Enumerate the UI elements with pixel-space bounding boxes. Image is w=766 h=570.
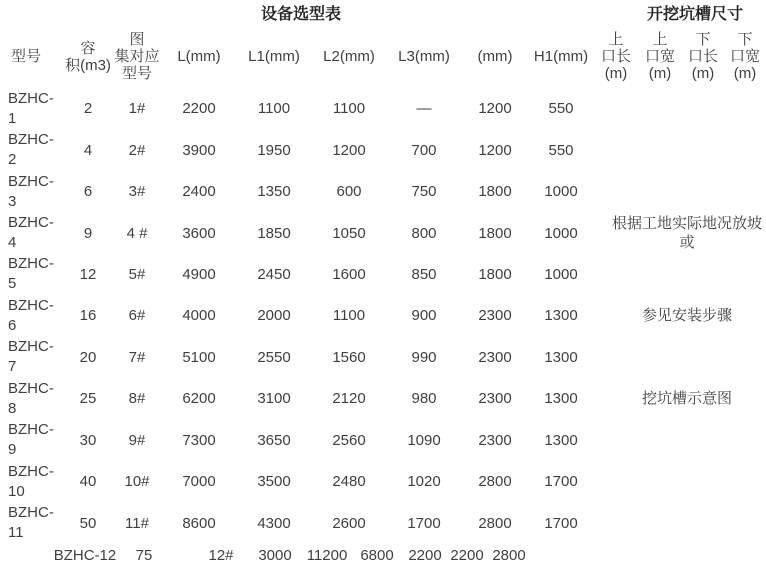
cell-W: 2200 <box>450 546 484 564</box>
header-cell-top-width: 上 口宽 (m) <box>644 31 675 82</box>
table-row <box>0 461 766 502</box>
cell-W: 1800 <box>478 224 512 242</box>
cell-L3: 700 <box>411 141 437 159</box>
cell-model: BZHC-4 <box>8 214 54 252</box>
cell-L: 6200 <box>182 390 216 408</box>
header-cell-bottom-length: 下 口长 (m) <box>687 31 718 82</box>
cell-L: 3600 <box>182 224 216 242</box>
cell-L3: 850 <box>411 265 437 283</box>
cell-L: 5100 <box>182 348 216 366</box>
cell-model: BZHC-11 <box>8 504 54 542</box>
cell-model: BZHC-1 <box>8 89 54 127</box>
cell-atlas-model: 6# <box>128 307 146 325</box>
cell-L1: 3500 <box>257 473 291 491</box>
cell-L3: 990 <box>411 348 437 366</box>
cell-volume: 6 <box>83 183 93 201</box>
table-row <box>0 254 766 295</box>
header-cell-bottom-width: 下 口宽 (m) <box>729 31 760 82</box>
cell-L: 8600 <box>182 514 216 532</box>
cell-L1: 1100 <box>257 100 291 118</box>
table-row <box>0 337 766 378</box>
table-title-left: 设备选型表 <box>260 6 341 23</box>
cell-atlas-model: 1# <box>128 100 146 118</box>
cell-atlas-model: 4 # <box>126 224 148 242</box>
cell-L2: 1560 <box>332 348 366 366</box>
header-cell-H1: H1(mm) <box>533 48 589 65</box>
header-cell-atlas-model: 图 集对应 型号 <box>114 31 160 82</box>
cell-volume: 4 <box>83 141 93 159</box>
cell-L1: 1350 <box>257 183 291 201</box>
cell-atlas-model: 8# <box>128 390 146 408</box>
cell-L2: 6800 <box>360 546 394 564</box>
cell-atlas-model: 10# <box>124 473 150 491</box>
cell-model: BZHC-8 <box>8 379 54 417</box>
cell-W: 1200 <box>478 141 512 159</box>
table-row <box>0 171 766 212</box>
cell-model: BZHC-12 <box>53 546 117 564</box>
cell-L3: — <box>416 100 432 118</box>
cell-L1: 3650 <box>257 431 291 449</box>
cell-atlas-model: 12# <box>208 546 234 564</box>
cell-volume: 25 <box>79 390 97 408</box>
header-cell-model: 型号 <box>11 48 42 65</box>
cell-volume: 16 <box>79 307 97 325</box>
cell-H1: 1300 <box>544 390 578 408</box>
cell-W: 2800 <box>478 514 512 532</box>
cell-H1: 2800 <box>492 546 526 564</box>
cell-L: 3900 <box>182 141 216 159</box>
header-cell-L3: L3(mm) <box>398 48 450 65</box>
cell-model: BZHC-10 <box>8 462 54 500</box>
cell-W: 2300 <box>478 348 512 366</box>
cell-volume: 12 <box>79 265 97 283</box>
cell-atlas-model: 5# <box>128 265 146 283</box>
cell-volume: 30 <box>79 431 97 449</box>
cell-model: BZHC-7 <box>8 338 54 376</box>
cell-L2: 1200 <box>332 141 366 159</box>
header-cell-volume: 容 积(m3) <box>65 39 111 74</box>
cell-L3: 900 <box>411 307 437 325</box>
cell-H1: 1300 <box>544 307 578 325</box>
header-row <box>0 25 766 88</box>
cell-L2: 2120 <box>332 390 366 408</box>
cell-L2: 2600 <box>332 514 366 532</box>
table-title-right: 开挖坑槽尺寸 <box>646 6 743 23</box>
cell-L: 4000 <box>182 307 216 325</box>
row-annotation: 挖坑槽示意图 <box>641 390 732 408</box>
cell-L2: 600 <box>336 183 362 201</box>
cell-W: 2300 <box>478 307 512 325</box>
cell-H1: 1000 <box>544 183 578 201</box>
title-row <box>0 0 766 25</box>
cell-L3: 1090 <box>407 431 441 449</box>
cell-W: 2800 <box>478 473 512 491</box>
cell-L: 2200 <box>182 100 216 118</box>
table-body <box>0 88 766 544</box>
cell-volume: 50 <box>79 514 97 532</box>
cell-L1: 3100 <box>257 390 291 408</box>
header-cell-L2: L2(mm) <box>323 48 375 65</box>
cell-volume: 40 <box>79 473 97 491</box>
row-annotation: 参见安装步骤 <box>641 307 732 325</box>
cell-L2: 2560 <box>332 431 366 449</box>
cell-model: BZHC-9 <box>8 421 54 459</box>
cell-model: BZHC-3 <box>8 172 54 210</box>
cell-H1: 1000 <box>544 224 578 242</box>
cell-W: 1200 <box>478 100 512 118</box>
table-row <box>0 378 766 419</box>
row-annotation: 根据工地实际地况放坡 或 <box>611 215 762 252</box>
cell-volume: 9 <box>83 224 93 242</box>
cell-atlas-model: 11# <box>125 514 149 532</box>
cell-L2: 2480 <box>332 473 366 491</box>
cell-atlas-model: 9# <box>128 431 146 449</box>
cell-H1: 1300 <box>544 431 578 449</box>
cell-L1: 2550 <box>257 348 291 366</box>
cell-volume: 2 <box>83 100 93 118</box>
cell-L2: 1600 <box>332 265 366 283</box>
cell-L3: 1020 <box>407 473 441 491</box>
cell-model: BZHC-5 <box>8 255 54 293</box>
cell-L1: 1950 <box>257 141 291 159</box>
table-row <box>0 295 766 336</box>
cell-atlas-model: 7# <box>128 348 146 366</box>
cell-H1: 550 <box>548 141 574 159</box>
cell-L3: 800 <box>411 224 437 242</box>
cell-W: 1800 <box>478 265 512 283</box>
table-row <box>0 88 766 129</box>
cell-L1: 2000 <box>257 307 291 325</box>
cell-H1: 1700 <box>544 473 578 491</box>
cell-L3: 2200 <box>408 546 442 564</box>
header-cell-W: (mm) <box>477 48 513 65</box>
cell-L: 3000 <box>258 546 292 564</box>
cell-L1: 2450 <box>257 265 291 283</box>
cell-model: BZHC-2 <box>8 131 54 169</box>
cell-L3: 980 <box>411 390 437 408</box>
header-cell-top-length: 上 口长 (m) <box>600 31 631 82</box>
table-row <box>0 420 766 461</box>
cell-L: 4900 <box>182 265 216 283</box>
cell-L: 7000 <box>182 473 216 491</box>
cell-L1: 4300 <box>257 514 291 532</box>
cell-H1: 1300 <box>544 348 578 366</box>
last-row <box>0 544 766 570</box>
cell-L1: 11200 <box>306 546 348 564</box>
cell-L: 2400 <box>182 183 216 201</box>
cell-atlas-model: 2# <box>128 141 146 159</box>
cell-W: 1800 <box>478 183 512 201</box>
cell-L2: 1050 <box>332 224 366 242</box>
cell-L2: 1100 <box>332 100 366 118</box>
cell-L: 7300 <box>182 431 216 449</box>
cell-W: 2300 <box>478 390 512 408</box>
cell-H1: 1700 <box>544 514 578 532</box>
cell-L1: 1850 <box>257 224 291 242</box>
header-cell-L: L(mm) <box>177 48 221 65</box>
cell-atlas-model: 3# <box>128 183 146 201</box>
cell-H1: 1000 <box>544 265 578 283</box>
table-row <box>0 129 766 170</box>
cell-L3: 750 <box>411 183 437 201</box>
cell-W: 2300 <box>478 431 512 449</box>
cell-H1: 550 <box>548 100 574 118</box>
cell-volume: 20 <box>79 348 97 366</box>
header-cell-L1: L1(mm) <box>248 48 300 65</box>
table-row <box>0 212 766 253</box>
table-row <box>0 502 766 543</box>
cell-model: BZHC-6 <box>8 296 54 334</box>
cell-L2: 1100 <box>332 307 366 325</box>
cell-volume: 75 <box>135 546 153 564</box>
cell-L3: 1700 <box>407 514 441 532</box>
